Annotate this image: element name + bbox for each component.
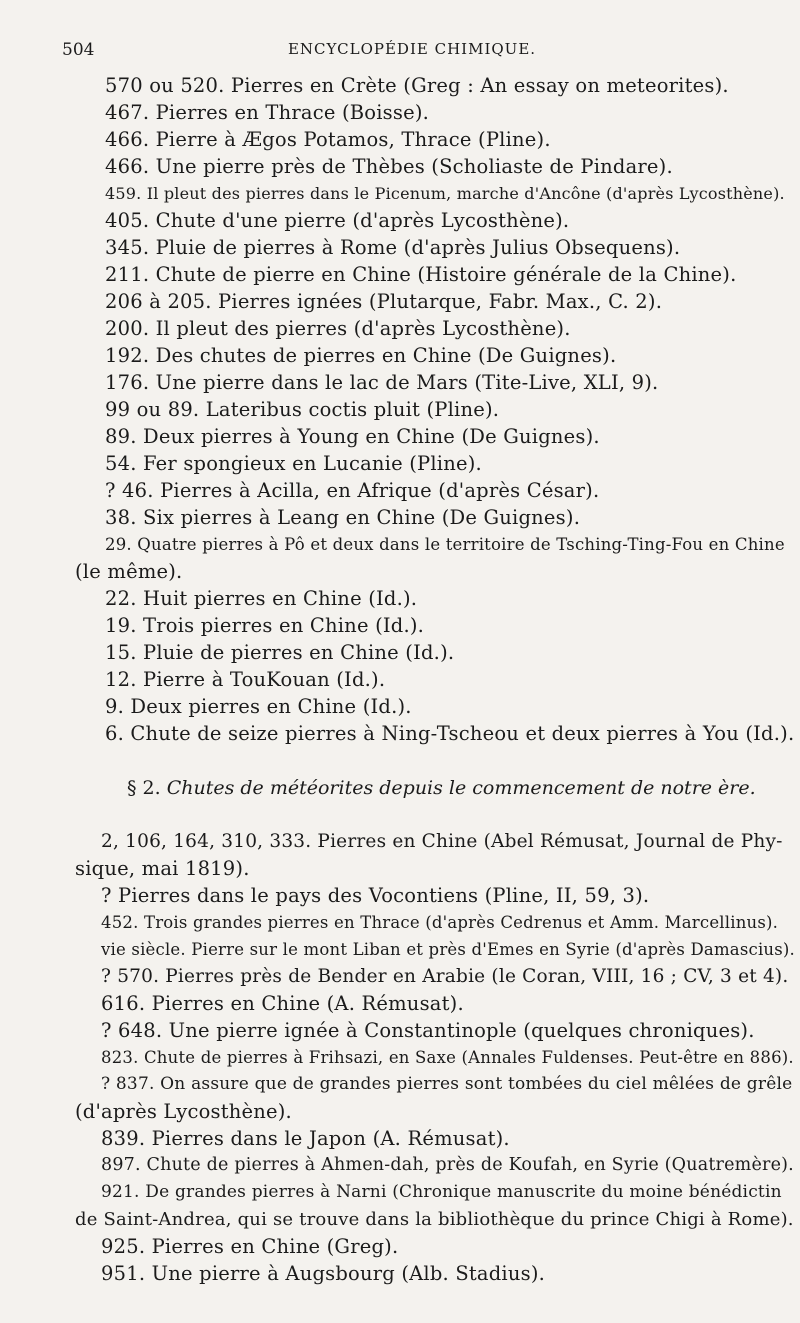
entry-line: sique, mai 1819).	[75, 857, 250, 880]
entry-line: 467. Pierres en Thrace (Boisse).	[105, 101, 430, 124]
entry-line: 616. Pierres en Chine (A. Rémusat).	[101, 992, 464, 1015]
entry-line: 839. Pierres dans le Japon (A. Rémusat).	[101, 1127, 510, 1150]
entry-line: vie siècle. Pierre sur le mont Liban et près d'Emes en Syrie (d'après Damascius).	[101, 940, 795, 959]
entry-line: 897. Chute de pierres à Ahmen-dah, près de Koufah, en Syrie (Quatremère).	[101, 1155, 794, 1175]
entry-line: 192. Des chutes de pierres en Chine (De Guignes).	[105, 344, 617, 367]
entry-line: ? 570. Pierres près de Bender en Arabie (le Coran, VIII, 16 ; CV, 3 et 4).	[101, 966, 789, 987]
page-number: 504	[62, 40, 95, 60]
section-sign: § 2.	[127, 777, 161, 799]
entry-line: 29. Quatre pierres à Pô et deux dans le territoire de Tsching-Ting-Fou en Chine	[105, 535, 785, 554]
entry-line: 6. Chute de seize pierres à Ning-Tscheou et deux pierres à You (Id.).	[105, 722, 795, 745]
entry-line: 176. Une pierre dans le lac de Mars (Tite-Live, XLI, 9).	[105, 371, 659, 394]
entry-line: 19. Trois pierres en Chine (Id.).	[105, 614, 425, 637]
entry-line: 12. Pierre à TouKouan (Id.).	[105, 668, 386, 691]
entry-line: 2, 106, 164, 310, 333. Pierres en Chine (Abel Rémusat, Journal de Phy-	[101, 831, 783, 852]
section-title: Chutes de météorites depuis le commencement de notre ère.	[166, 777, 756, 799]
entry-line: ? 46. Pierres à Acilla, en Afrique (d'après César).	[105, 479, 600, 502]
entry-line: 466. Pierre à Ægos Potamos, Thrace (Pline).	[105, 128, 551, 151]
entry-line: 405. Chute d'une pierre (d'après Lycosthène).	[105, 209, 570, 232]
entry-line: 211. Chute de pierre en Chine (Histoire générale de la Chine).	[105, 263, 737, 286]
entry-line: 452. Trois grandes pierres en Thrace (d'après Cedrenus et Amm. Marcellinus).	[101, 913, 779, 932]
section-heading	[75, 775, 775, 802]
entry-line: 200. Il pleut des pierres (d'après Lycosthène).	[105, 317, 571, 340]
entry-line: 921. De grandes pierres à Narni (Chronique manuscrite du moine bénédictin	[101, 1182, 782, 1202]
entry-line: 89. Deux pierres à Young en Chine (De Guignes).	[105, 425, 600, 448]
entry-line: ? 837. On assure que de grandes pierres sont tombées du ciel mêlées de grêle	[101, 1074, 793, 1094]
entry-line: (le même).	[75, 560, 183, 583]
entry-line: 823. Chute de pierres à Frihsazi, en Saxe (Annales Fuldenses. Peut-être en 886).	[101, 1048, 794, 1067]
entry-line: ? 648. Une pierre ignée à Constantinople (quelques chroniques).	[101, 1019, 755, 1042]
entry-line: (d'après Lycosthène).	[75, 1100, 292, 1123]
entry-line: 459. Il pleut des pierres dans le Picenum, marche d'Ancône (d'après Lycosthène).	[105, 184, 785, 203]
entry-line: 54. Fer spongieux en Lucanie (Pline).	[105, 452, 482, 475]
entry-line: 9. Deux pierres en Chine (Id.).	[105, 695, 412, 718]
page-body	[75, 72, 795, 1287]
entry-line: 22. Huit pierres en Chine (Id.).	[105, 587, 418, 610]
page-header	[62, 40, 762, 64]
running-title: ENCYCLOPÉDIE CHIMIQUE.	[287, 40, 537, 58]
entry-line: 951. Une pierre à Augsbourg (Alb. Stadius).	[101, 1262, 546, 1285]
entry-line: 345. Pluie de pierres à Rome (d'après Julius Obsequens).	[105, 236, 681, 259]
entry-line: 15. Pluie de pierres en Chine (Id.).	[105, 641, 455, 664]
entry-line: 925. Pierres en Chine (Greg).	[101, 1235, 399, 1258]
entry-line: 99 ou 89. Lateribus coctis pluit (Pline).	[105, 398, 500, 421]
entry-line: de Saint-Andrea, qui se trouve dans la bibliothèque du prince Chigi à Rome).	[75, 1209, 794, 1230]
entry-line: 206 à 205. Pierres ignées (Plutarque, Fabr. Max., C. 2).	[105, 290, 663, 313]
entry-line: 570 ou 520. Pierres en Crète (Greg : An essay on meteorites).	[105, 74, 729, 97]
entry-line: 38. Six pierres à Leang en Chine (De Guignes).	[105, 506, 581, 529]
entry-line: 466. Une pierre près de Thèbes (Scholiaste de Pindare).	[105, 155, 673, 178]
entry-line: ? Pierres dans le pays des Vocontiens (Pline, II, 59, 3).	[101, 884, 650, 907]
